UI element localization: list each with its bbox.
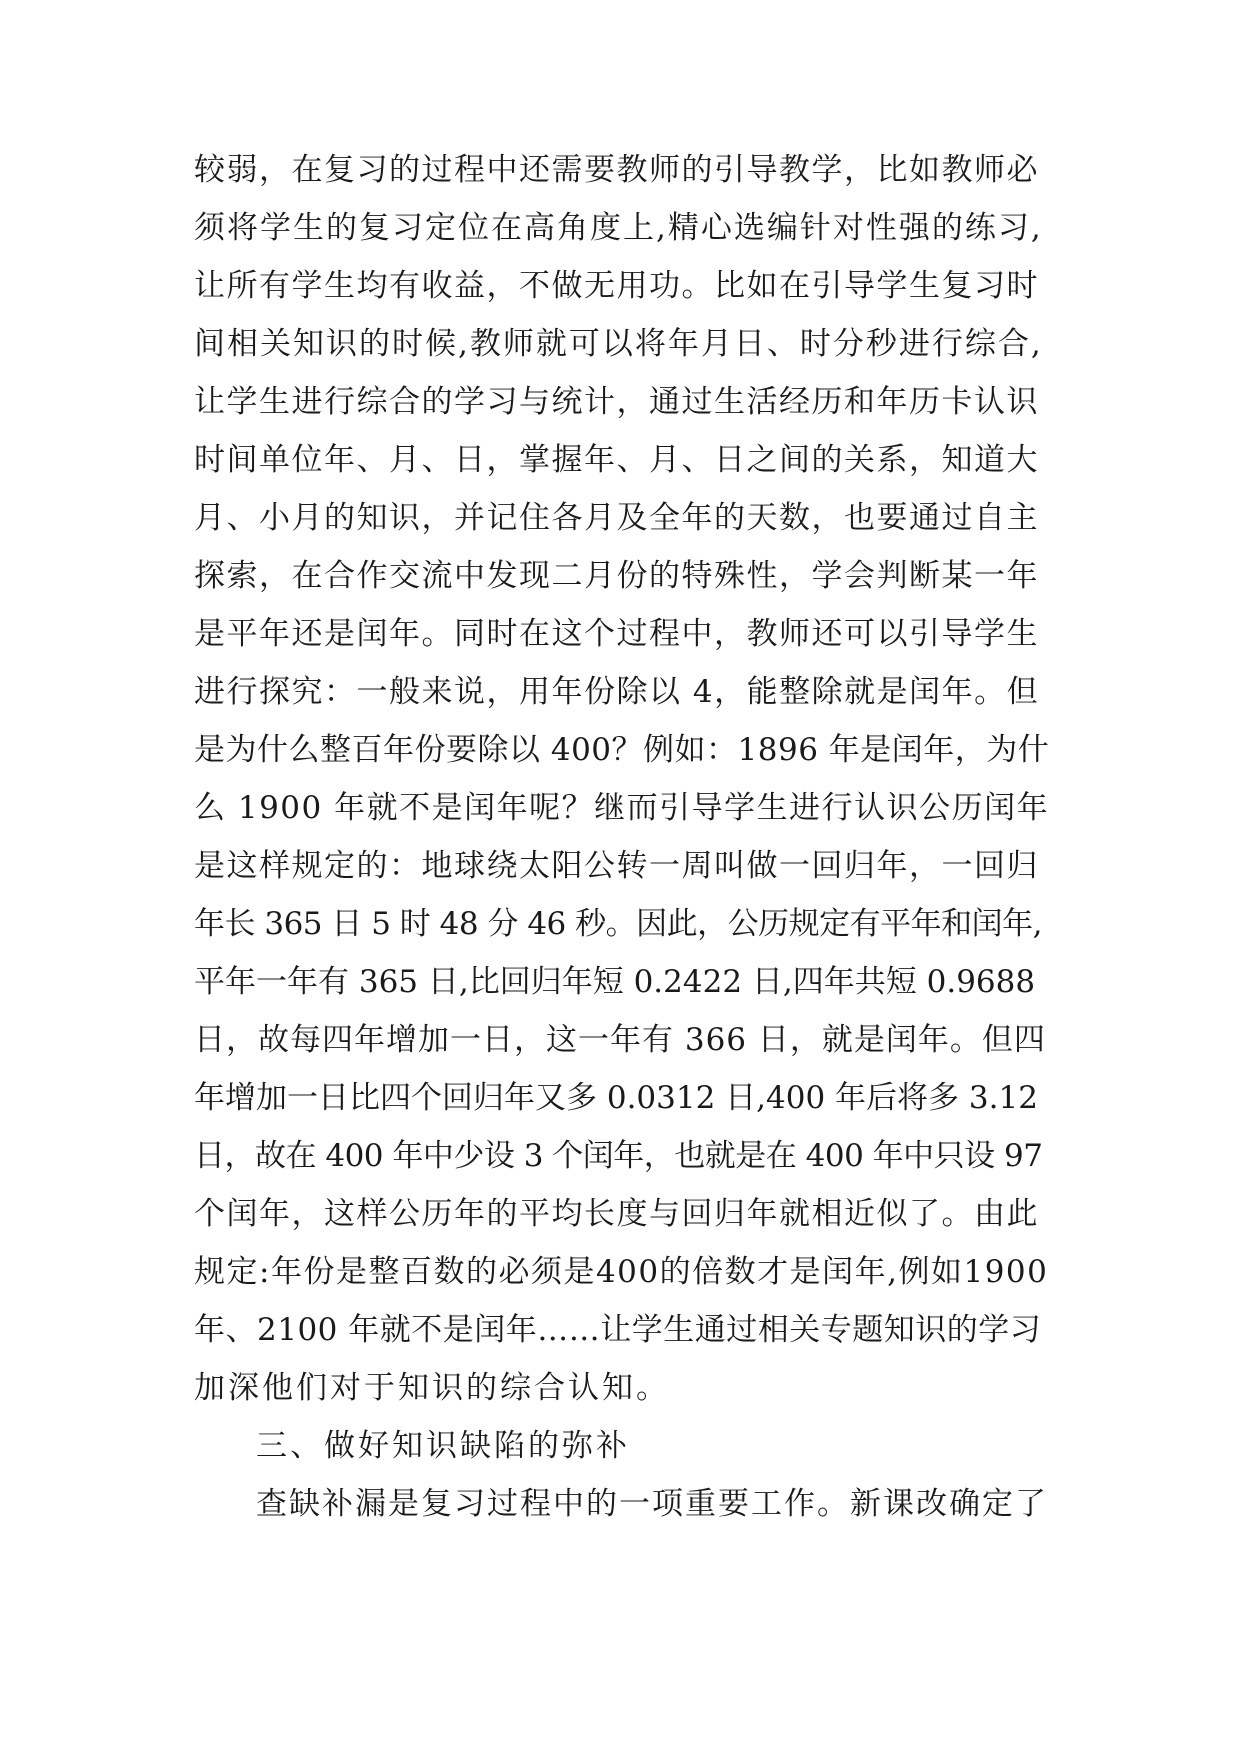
text-line: 么 1900 年就不是闰年呢？继而引导学生进行认识公历闰年 (194, 790, 1050, 826)
text-line: 月、小月的知识，并记住各月及全年的天数，也要通过自主 (194, 500, 1039, 536)
text-line: 平年一年有 365 日,比回归年短 0.2422 日,四年共短 0.9688 (194, 964, 1036, 1000)
text-line: 时间单位年、月、日，掌握年、月、日之间的关系，知道大 (194, 442, 1039, 478)
text-line: 年长 365 日 5 时 48 分 46 秒。因此，公历规定有平年和闰年, (194, 906, 1042, 942)
text-line: 规定:年份是整百数的必须是400的倍数才是闰年,例如1900 (194, 1254, 1049, 1290)
text-line: 查缺补漏是复习过程中的一项重要工作。新课改确定了 (256, 1486, 1048, 1522)
text-line: 让学生进行综合的学习与统计，通过生活经历和年历卡认识 (194, 384, 1039, 420)
text-line: 须将学生的复习定位在高角度上,精心选编针对性强的练习, (194, 210, 1043, 246)
text-line: 间相关知识的时候,教师就可以将年月日、时分秒进行综合, (194, 326, 1043, 362)
text-line: 进行探究：一般来说，用年份除以 4，能整除就是闰年。但 (194, 674, 1040, 710)
text-line: 个闰年，这样公历年的平均长度与回归年就相近似了。由此 (194, 1196, 1039, 1232)
text-line: 年、2100 年就不是闰年……让学生通过相关专题知识的学习 (194, 1312, 1042, 1348)
text-line: 让所有学生均有收益，不做无用功。比如在引导学生复习时 (194, 268, 1039, 304)
text-line: 是这样规定的：地球绕太阳公转一周叫做一回归年，一回归 (194, 848, 1039, 884)
text-line: 是为什么整百年份要除以 400？例如：1896 年是闰年，为什 (194, 732, 1050, 768)
text-line: 是平年还是闰年。同时在这个过程中，教师还可以引导学生 (194, 616, 1039, 652)
text-line: 日，故每四年增加一日，这一年有 366 日，就是闰年。但四 (194, 1022, 1046, 1058)
text-line: 探索，在合作交流中发现二月份的特殊性，学会判断某一年 (194, 558, 1039, 594)
text-line: 加深他们对于知识的综合认知。 (194, 1370, 670, 1406)
text-line: 日，故在 400 年中少设 3 个闰年，也就是在 400 年中只设 97 (194, 1138, 1043, 1174)
section-heading: 三、做好知识缺陷的弥补 (256, 1428, 630, 1464)
text-line: 年增加一日比四个回归年又多 0.0312 日,400 年后将多 3.12 (194, 1080, 1038, 1116)
text-line: 较弱，在复习的过程中还需要教师的引导教学，比如教师必 (194, 152, 1039, 188)
